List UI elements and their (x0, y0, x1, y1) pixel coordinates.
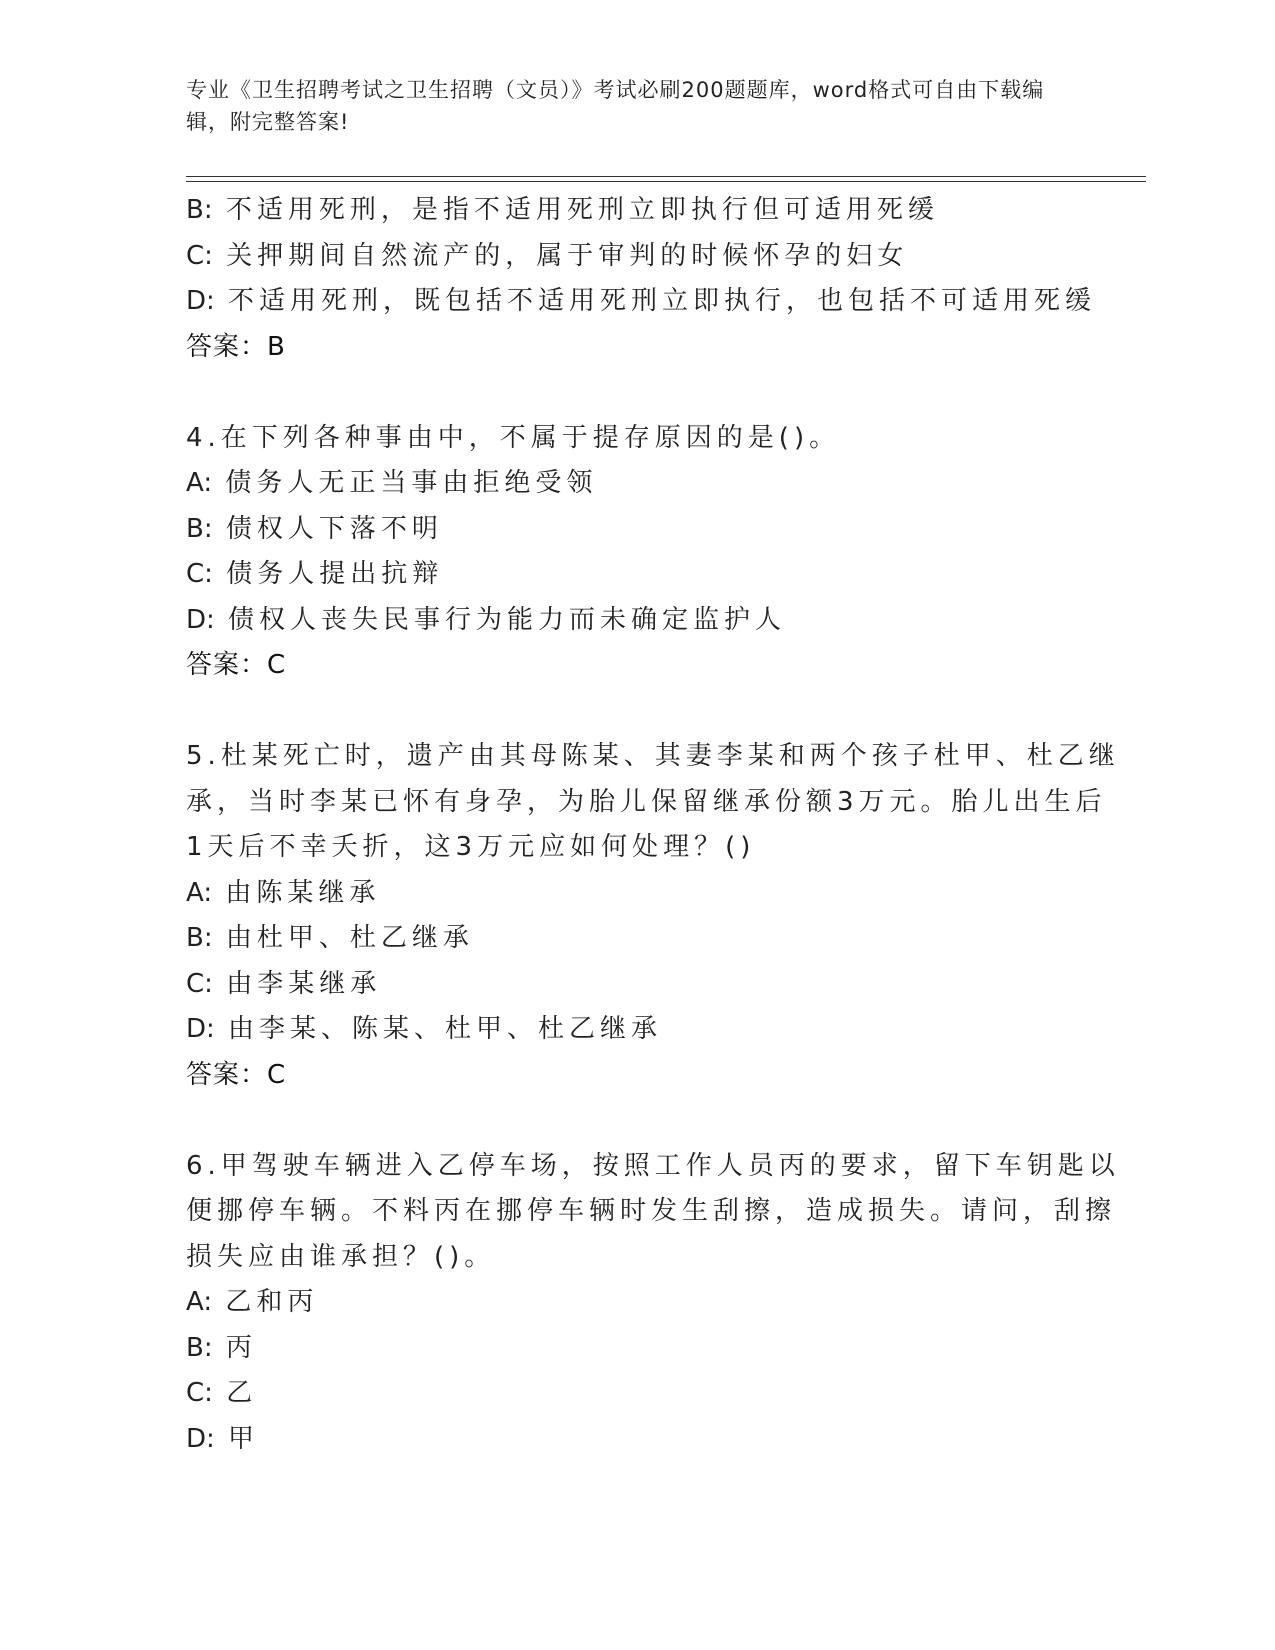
option-line (186, 1007, 1066, 1053)
option-line (186, 461, 1066, 507)
option-line (186, 188, 1066, 234)
question-stem: 4.在下列各种事由中，不属于提存原因的是()。 (186, 422, 841, 453)
document-header: 专业《卫生招聘考试之卫生招聘（文员）》考试必刷200题题库，word格式可自由下载编辑，附完整答案! (186, 78, 1045, 134)
option-line (186, 1326, 1066, 1372)
option-letter: D: (186, 286, 215, 316)
question-stem-line: 6.甲驾驶车辆进入乙停车场，按照工作人员丙的要求，留下车钥匙以 (186, 1150, 1120, 1181)
option-text: 乙和丙 (225, 1287, 319, 1317)
option-letter: D: (186, 1014, 215, 1044)
option-text: 由杜甲、杜乙继承 (225, 923, 474, 953)
question-stem-line: 损失应由谁承担？()。 (186, 1241, 496, 1272)
option-letter: D: (186, 1423, 215, 1454)
option-letter: D: (186, 604, 215, 635)
option-letter: A: (186, 1287, 213, 1317)
option-letter: C: (186, 559, 213, 589)
option-letter: B: (186, 513, 213, 544)
option-line (186, 234, 1066, 280)
answer-line: 答案：C (186, 650, 287, 680)
option-text: 债权人丧失民事行为能力而未确定监护人 (228, 604, 787, 635)
question-stem-line: 5.杜某死亡时，遗产由其母陈某、其妻李某和两个孩子杜甲、杜乙继 (186, 741, 1120, 771)
option-line (186, 1417, 1066, 1463)
option-letter: A: (186, 877, 213, 908)
option-letter: A: (186, 468, 213, 498)
option-line (186, 279, 1097, 325)
option-text: 债务人提出抗辩 (226, 559, 444, 589)
option-line (186, 962, 1066, 1008)
option-line (186, 598, 1066, 644)
question-content (186, 188, 1120, 1462)
option-text: 乙 (226, 1378, 258, 1408)
answer-line: 答案：C (186, 1059, 287, 1090)
option-text: 不适用死刑，既包括不适用死刑立即执行，也包括不可适用死缓 (228, 286, 1097, 316)
question-stem-line: 1天后不幸夭折，这3万元应如何处理？() (186, 832, 756, 862)
answer-line: 答案：B (186, 331, 286, 362)
option-text: 不适用死刑，是指不适用死刑立即执行但可适用死缓 (225, 195, 939, 225)
option-letter: C: (186, 968, 213, 999)
option-text: 债务人无正当事由拒绝受领 (225, 468, 598, 498)
option-letter: B: (186, 1332, 213, 1363)
header-divider-bottom (186, 181, 1146, 182)
option-text: 由李某继承 (226, 968, 382, 999)
option-text: 丙 (225, 1332, 257, 1363)
option-line (186, 1280, 1066, 1326)
option-line (186, 1371, 1066, 1417)
question-stem-line: 便挪停车辆。不料丙在挪停车辆时发生刮擦，造成损失。请问，刮擦 (186, 1196, 1117, 1226)
option-line (186, 507, 1066, 553)
option-line (186, 916, 1066, 962)
option-text: 由李某、陈某、杜甲、杜乙继承 (228, 1014, 663, 1044)
option-letter: C: (186, 240, 213, 271)
option-line (186, 871, 1066, 917)
option-letter: C: (186, 1378, 213, 1408)
option-text: 债权人下落不明 (225, 513, 443, 544)
option-letter: B: (186, 923, 213, 953)
option-text: 甲 (228, 1423, 260, 1454)
option-letter: B: (186, 195, 213, 225)
option-line (186, 552, 1066, 598)
option-text: 由陈某继承 (225, 877, 381, 908)
option-text: 关押期间自然流产的，属于审判的时候怀孕的妇女 (226, 240, 909, 271)
question-stem-line: 承，当时李某已怀有身孕，为胎儿保留继承份额3万元。胎儿出生后 (186, 786, 1107, 817)
header-divider-top (186, 176, 1146, 177)
